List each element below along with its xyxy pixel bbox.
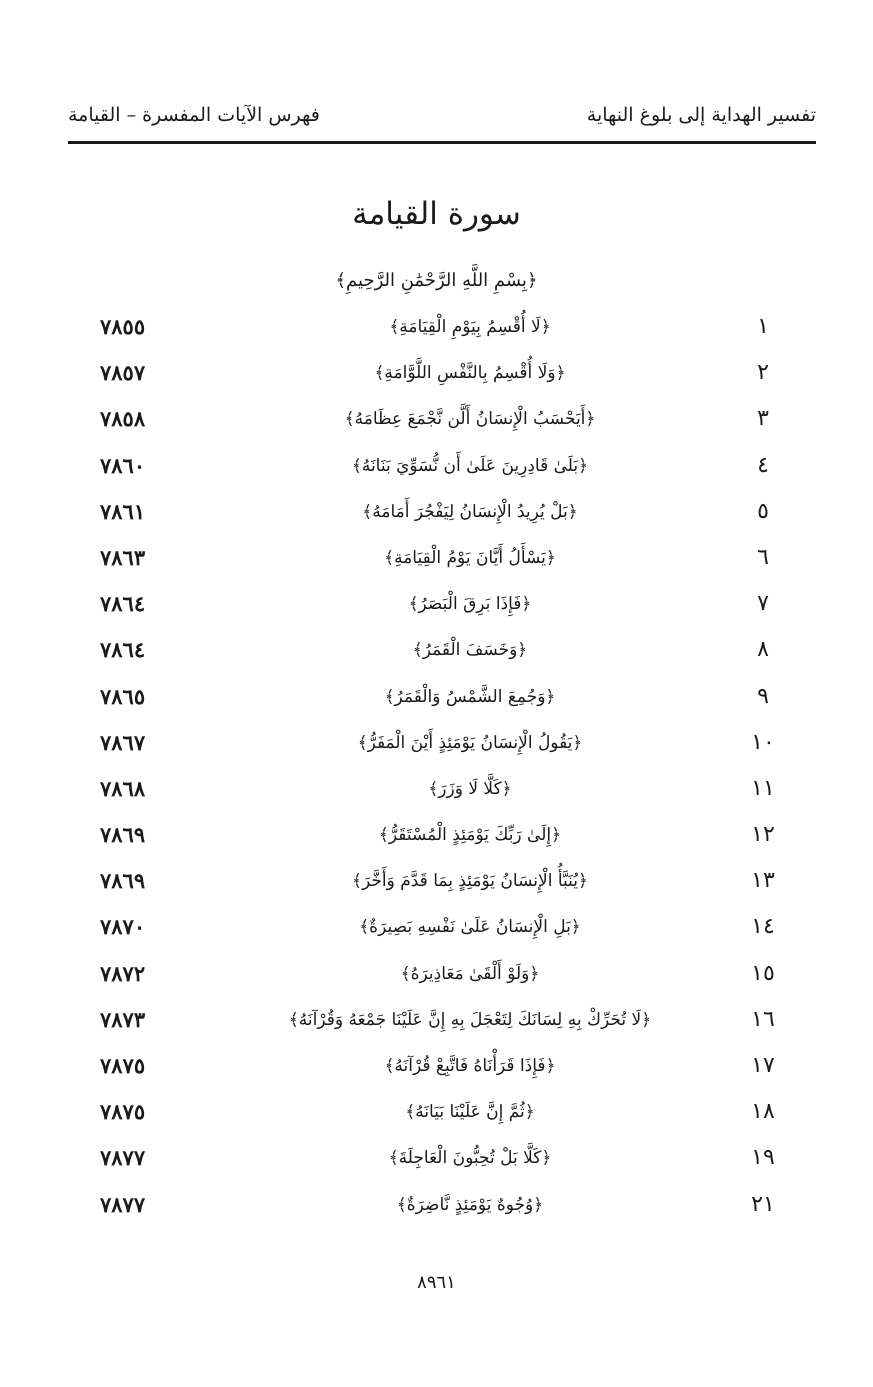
verse-number: ٤: [757, 452, 769, 478]
verse-index-list: [0, 308, 873, 1232]
verse-text: ﴿وُجُوهٌ يَوْمَئِذٍ نَّاضِرَةٌ﴾: [396, 1194, 544, 1215]
verse-text: ﴿لَا تُحَرِّكْ بِهِ لِسَانَكَ لِتَعْجَلَ بِهِ إِنَّ عَلَيْنَا جَمْعَهُ وَقُرْآنَهُ﴾: [288, 1009, 652, 1030]
index-row: [0, 1047, 873, 1093]
page-reference: ٧٨٧٥: [100, 1053, 146, 1078]
verse-number: ٩: [757, 683, 769, 709]
index-row: [0, 955, 873, 1001]
header-rule: [68, 141, 816, 144]
book-title: تفسير الهداية إلى بلوغ النهاية: [586, 104, 816, 126]
page-reference: ٧٨٧٢: [100, 960, 146, 986]
index-row: [0, 1186, 873, 1232]
index-row: [0, 1001, 873, 1047]
page-reference: ٧٨٦١: [100, 498, 146, 524]
verse-number: ٧: [757, 591, 769, 617]
verse-text: ﴿يُنَبَّأُ الْإِنسَانُ يَوْمَئِذٍ بِمَا قَدَّمَ وَأَخَّرَ﴾: [352, 871, 588, 892]
verse-number: ٣: [757, 406, 769, 432]
index-row: [0, 816, 873, 862]
page-reference: ٧٨٦٩: [100, 822, 146, 848]
index-row: [0, 354, 873, 400]
page-reference: ٧٨٦٨: [100, 775, 146, 801]
page-reference: ٧٨٥٧: [100, 360, 146, 386]
verse-text: ﴿كَلَّا لَا وَزَرَ﴾: [428, 778, 512, 799]
index-row: [0, 585, 873, 631]
page-reference: ٧٨٧٧: [100, 1145, 146, 1171]
index-row: [0, 447, 873, 493]
index-row: [0, 724, 873, 770]
index-row: [0, 862, 873, 908]
verse-text: ﴿وَلَوْ أَلْقَىٰ مَعَاذِيرَهُ﴾: [400, 963, 540, 984]
verse-number: ٨: [757, 637, 769, 663]
verse-text: ﴿ثُمَّ إِنَّ عَلَيْنَا بَيَانَهُ﴾: [405, 1102, 535, 1123]
verse-text: ﴿فَإِذَا بَرِقَ الْبَصَرُ﴾: [408, 594, 532, 615]
verse-number: ٢: [757, 360, 769, 386]
section-title: فهرس الآيات المفسرة – القيامة: [68, 104, 320, 126]
verse-number: ١٨: [751, 1099, 775, 1125]
verse-text: ﴿بَلَىٰ قَادِرِينَ عَلَىٰ أَن نُّسَوِّيَ بَنَانَهُ﴾: [351, 455, 589, 476]
page-reference: ٧٨٦٥: [100, 683, 146, 709]
verse-text: ﴿بَلْ يُرِيدُ الْإِنسَانُ لِيَفْجُرَ أَمَامَهُ﴾: [362, 501, 578, 522]
index-row: [0, 770, 873, 816]
page-reference: ٧٨٦٧: [100, 729, 146, 755]
verse-number: ١١: [751, 775, 775, 801]
index-row: [0, 631, 873, 677]
verse-text: ﴿كَلَّا بَلْ تُحِبُّونَ الْعَاجِلَةَ﴾: [388, 1148, 552, 1169]
verse-text: ﴿وَجُمِعَ الشَّمْسُ وَالْقَمَرُ﴾: [384, 686, 556, 707]
page-reference: ٧٨٦٤: [100, 591, 146, 617]
index-row: [0, 1139, 873, 1185]
page-reference: ٧٨٦٩: [100, 868, 146, 894]
index-row: [0, 308, 873, 354]
verse-number: ٥: [757, 498, 769, 524]
verse-number: ١٦: [751, 1006, 775, 1032]
page-reference: ٧٨٧٠: [100, 914, 146, 940]
verse-number: ١٧: [751, 1053, 775, 1078]
verse-text: ﴿يَسْأَلُ أَيَّانَ يَوْمُ الْقِيَامَةِ﴾: [384, 547, 556, 568]
page-number: ٨٩٦١: [417, 1272, 456, 1293]
verse-text: ﴿بَلِ الْإِنسَانُ عَلَىٰ نَفْسِهِ بَصِيرَةٌ﴾: [359, 917, 581, 938]
page-reference: ٧٨٥٨: [100, 406, 146, 432]
verse-number: ١٣: [751, 868, 775, 894]
index-row: [0, 908, 873, 954]
page-reference: ٧٨٥٥: [100, 314, 146, 339]
verse-number: ١٠: [751, 729, 775, 755]
verse-text: ﴿إِلَىٰ رَبِّكَ يَوْمَئِذٍ الْمُسْتَقَرُّ﴾: [378, 825, 562, 846]
verse-text: ﴿وَلَا أُقْسِمُ بِالنَّفْسِ اللَّوَّامَةِ﴾: [374, 363, 566, 384]
verse-text: ﴿لَا أُقْسِمُ بِيَوْمِ الْقِيَامَةِ﴾: [389, 317, 551, 337]
verse-text: ﴿يَقُولُ الْإِنسَانُ يَوْمَئِذٍ أَيْنَ الْمَفَرُّ﴾: [357, 732, 583, 753]
page-reference: ٧٨٦٣: [100, 544, 146, 570]
running-head: [68, 104, 816, 138]
verse-number: ١٢: [751, 822, 775, 848]
index-row: [0, 1093, 873, 1139]
page-reference: ٧٨٦٤: [100, 637, 146, 663]
index-row: [0, 539, 873, 585]
verse-number: ١٤: [751, 914, 775, 940]
verse-number: ١٥: [751, 960, 775, 986]
page-reference: ٧٨٧٧: [100, 1191, 146, 1217]
page-reference: ٧٨٧٣: [100, 1006, 146, 1032]
verse-text: ﴿أَيَحْسَبُ الْإِنسَانُ أَلَّن نَّجْمَعَ عِظَامَهُ﴾: [344, 409, 596, 430]
basmala: ﴿بِسْمِ اللَّهِ الرَّحْمَٰنِ الرَّحِيمِ﴾: [335, 270, 538, 291]
page-reference: ٧٨٦٠: [100, 452, 146, 478]
surah-title: سورة القيامة: [352, 196, 521, 232]
verse-number: ٦: [757, 544, 769, 570]
verse-text: ﴿فَإِذَا قَرَأْنَاهُ فَاتَّبِعْ قُرْآنَهُ﴾: [384, 1056, 556, 1076]
index-row: [0, 493, 873, 539]
page-reference: ٧٨٧٥: [100, 1099, 146, 1125]
index-row: [0, 678, 873, 724]
verse-text: ﴿وَخَسَفَ الْقَمَرُ﴾: [412, 640, 528, 661]
verse-number: ١: [757, 314, 769, 339]
verse-number: ١٩: [751, 1145, 775, 1171]
index-row: [0, 400, 873, 446]
verse-number: ٢١: [751, 1191, 775, 1217]
